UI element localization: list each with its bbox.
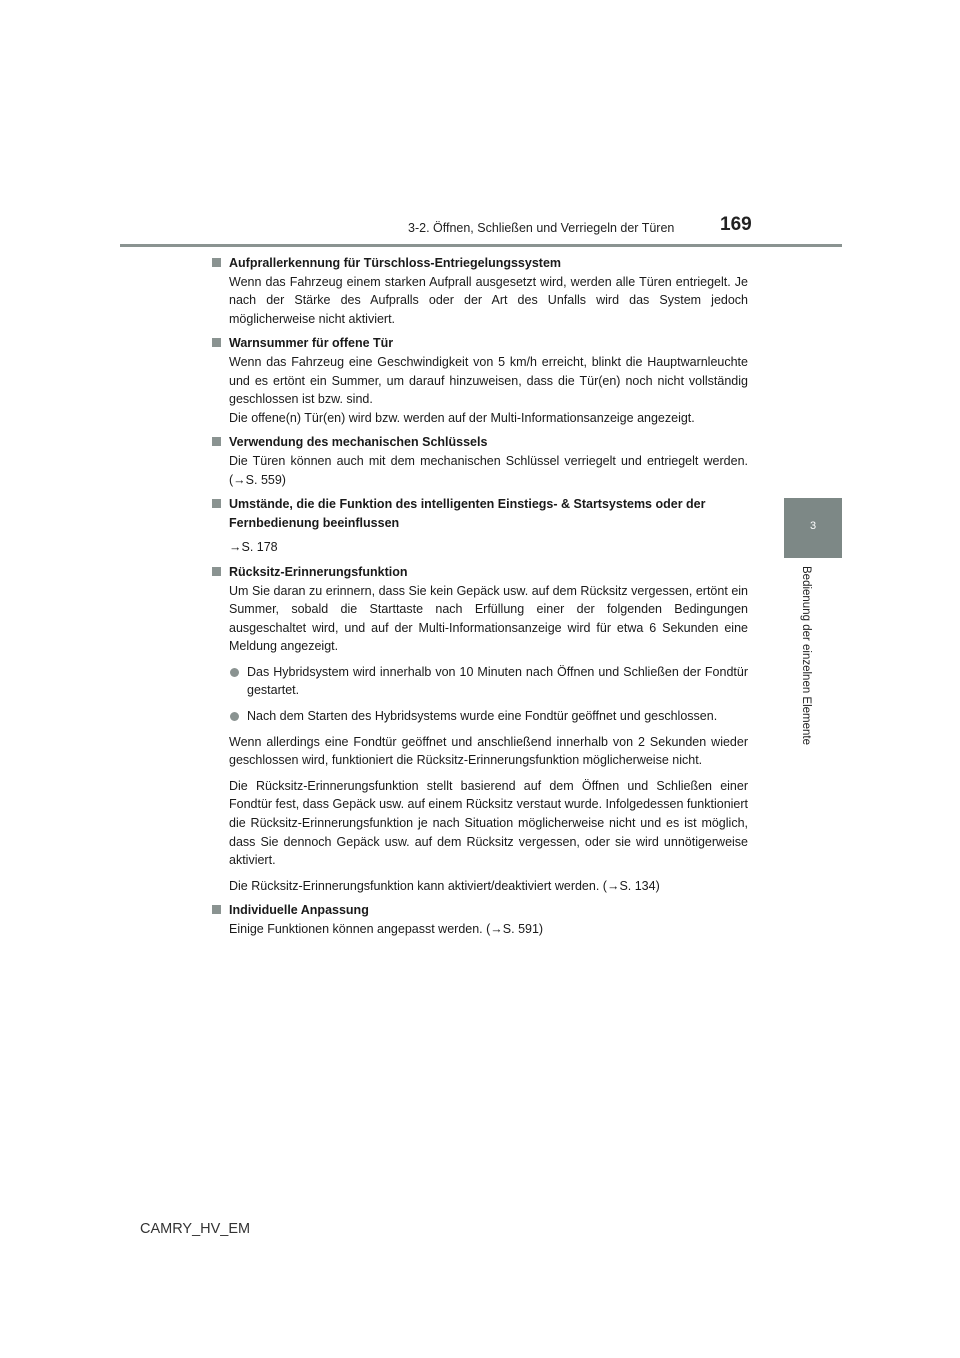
header-section-title: 3-2. Öffnen, Schließen und Verriegeln der Türen	[408, 221, 675, 235]
square-bullet-icon	[212, 437, 221, 446]
paragraph: Wenn das Fahrzeug eine Geschwindigkeit von 5 km/h erreicht, blinkt die Hauptwarnleuchte und es ertönt ein Summer, um darauf hinzuweisen, dass die Tür(en) noch nicht vollständig geschlossen ist bzw. sind.	[229, 354, 748, 407]
section-title	[210, 254, 748, 273]
square-bullet-icon	[212, 338, 221, 347]
section-title-text: Warnsummer für offene Tür	[229, 336, 394, 351]
paragraph: Die Rücksitz-Erinnerungsfunktion stellt basierend auf dem Öffnen und Schließen einer Fondtür fest, dass Gepäck usw. auf einem Rücksitz verstaut wurde. Infolgedessen funktioniert die Rücksitz-Erinnerungsfunktion je nach Situation möglicherweise nicht und es ist möglich, dass Sie dennoch Gepäck usw. auf dem Rücksitz vergessen, oder sie wird unnötigerweise aktiviert.	[229, 778, 749, 868]
document-code: CAMRY_HV_EM	[140, 1221, 251, 1237]
square-bullet-icon	[212, 905, 221, 914]
section-title	[210, 563, 748, 582]
paragraph: Wenn das Fahrzeug einem starken Aufprall ausgesetzt wird, werden alle Türen entriegelt. Je nach der Stärke des Aufpralls oder der Art des Unfalls wird das System jedoch möglicherweise nicht aktiviert.	[229, 274, 748, 326]
section-mechanical-key	[210, 433, 748, 489]
round-bullet-icon	[230, 712, 239, 721]
section-door-open-buzzer	[210, 334, 748, 427]
list-item	[210, 663, 748, 700]
section-smart-entry-factors	[210, 495, 748, 557]
section-impact-detection	[210, 254, 748, 328]
list-item	[210, 707, 748, 726]
round-bullet-icon	[230, 668, 239, 677]
section-title-text: Umstände, die die Funktion des intelligenten Einstiegs- & Startsystems oder der Fernbedienung beeinflussen	[229, 497, 706, 530]
square-bullet-icon	[212, 499, 221, 508]
page-number: 169	[720, 214, 752, 235]
section-rear-seat-reminder	[210, 563, 748, 896]
paragraph: Um Sie daran zu erinnern, dass Sie kein Gepäck usw. auf dem Rücksitz vergessen, ertönt ein Summer, sobald die Starttaste nach Erfüllung einer der folgenden Bedingungen ausgeschaltet wird, und auf der Multi-Informationsanzeige wird für etwa 6 Sekunden eine Meldung angezeigt.	[229, 583, 748, 654]
main-content	[210, 254, 748, 945]
list-item-text: Nach dem Starten des Hybridsystems wurde eine Fondtür geöffnet und geschlossen.	[247, 709, 718, 724]
section-title	[210, 495, 748, 532]
header-divider	[120, 244, 842, 247]
paragraph: Die Rücksitz-Erinnerungsfunktion kann aktiviert/deaktiviert werden. (→S. 134)	[229, 878, 660, 893]
section-customization	[210, 901, 748, 938]
chapter-tab	[784, 498, 842, 558]
square-bullet-icon	[212, 258, 221, 267]
section-title	[210, 334, 748, 353]
chapter-number: 3	[809, 520, 817, 532]
chapter-label-container	[784, 566, 812, 776]
square-bullet-icon	[212, 567, 221, 576]
list-item-text: Das Hybridsystem wird innerhalb von 10 Minuten nach Öffnen und Schließen der Fondtür gestartet.	[247, 664, 748, 698]
chapter-label: Bedienung der einzelnen Elemente	[800, 566, 812, 746]
paragraph: Die Türen können auch mit dem mechanischen Schlüssel verriegelt und entriegelt werden. (→S. 559)	[229, 453, 748, 487]
paragraph: Wenn allerdings eine Fondtür geöffnet und anschließend innerhalb von 2 Sekunden wieder geschlossen wird, funktioniert die Rücksitz-Erinnerungsfunktion möglicherweise nicht.	[229, 734, 748, 768]
paragraph: Die offene(n) Tür(en) wird bzw. werden auf der Multi-Informationsanzeige angezeigt.	[229, 410, 695, 425]
section-title	[210, 901, 748, 920]
section-title-text: Individuelle Anpassung	[229, 903, 369, 918]
page-reference: →S. 178	[229, 540, 278, 555]
section-title-text: Aufprallerkennung für Türschloss-Entriegelungssystem	[229, 256, 562, 270]
paragraph: Einige Funktionen können angepasst werden. (→S. 591)	[229, 922, 544, 936]
section-title-text: Rücksitz-Erinnerungsfunktion	[229, 564, 408, 579]
section-title	[210, 433, 748, 452]
section-title-text: Verwendung des mechanischen Schlüssels	[229, 435, 488, 450]
